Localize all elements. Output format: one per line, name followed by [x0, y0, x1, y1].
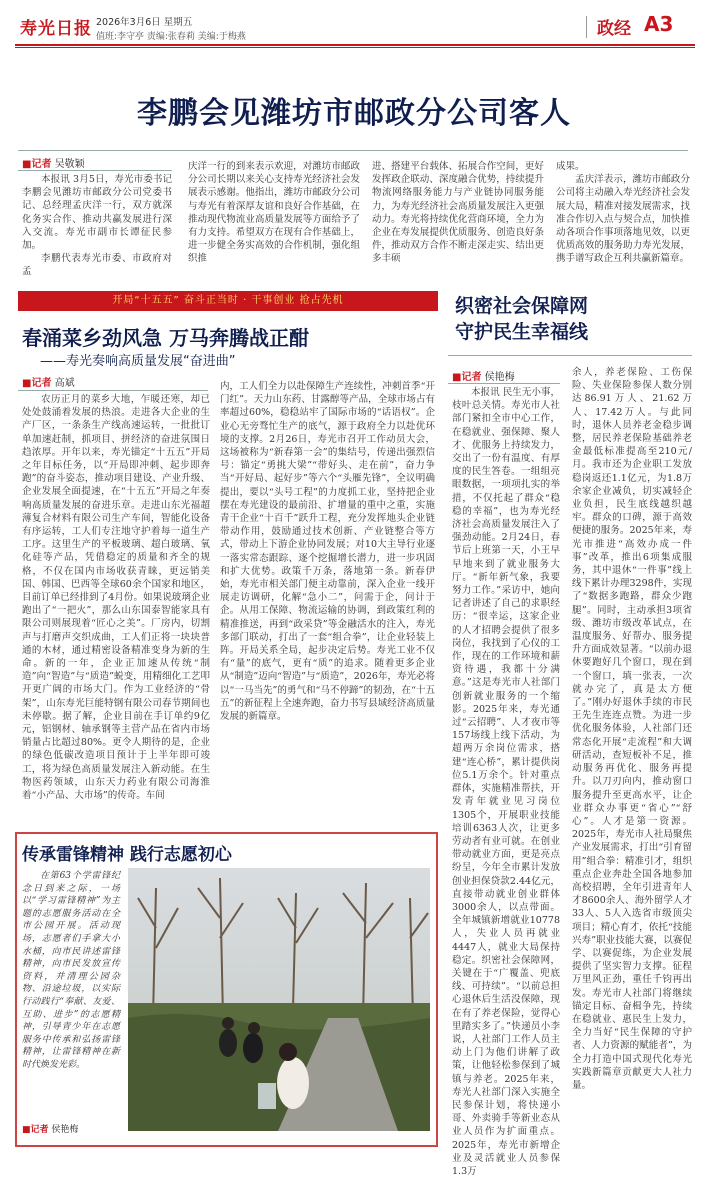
paragraph: 本报讯 民生无小事，枝叶总关情。寿光市人社部门紧扣全市中心工作，在稳就业、强保障、聚人才、优服务上持续发力，交出了一份有温度、有厚度的民生答卷。一组组亮眼数据，一项项扎实的举措，不仅托起了群众“稳稳的幸福”，也为寿光经济社会高质量发展注入了强劲动能。2月24日，春节后上班第一天，小王早早地来到了就业服务大厅。“新年新气象，我要努力工作。”采访中，她向记者讲述了自己的求职经历：“很幸运，这家企业的人才招聘会提供了很多岗位，我找到了心仪的工作，现在的工作环境和薪资待遇，我都十分满意。”这是寿光市人社部门创新就业服务的一个缩影。2025年来，寿光通过“云招聘”、人才夜市等157场线上线下活动，为超两万余岗位需求，搭建“连心桥”，累计提供岗位5.1万余个。针对重点群体，实施精准帮扶，开发青年就业见习岗位1305个，开展职业技能培训6363人次，让更多劳动者有业可就。在创业带动就业方面，更是亮点纷呈，今年全市累计发放创业担保贷款2.44亿元，直接带动就业创业群体3000余人，以点带面。全年城镇新增就业10778人，失业人员再就业4447人，就业大局保持稳定。织密社会保障网，关键在于“广覆盖、兜底线、可持续”。“以前总担心退休后生活没保障，现在有了养老保险，觉得心里踏实多了。”快递员小李说，人社部门工作人员主动上门为他们讲解了政策，让他轻松参保到了城镇与养老。2025年来，寿光人社部门深入实施全民参保计划，将快递小哥、外卖骑手等新业态从业人员作为扩面重点。2025年，寿光市新增企业及灵活就业人员参保1.3万	[452, 387, 560, 1177]
article4-caption-text	[22, 870, 120, 1116]
paragraph: 余人，养老保险、工伤保险、失业保险参保人数分别达86.91万人、21.62万人、17.42万人。与此同时，退休人员养老金稳步调整，居民养老保险基础养老金最低标准提高至210元/月。我市还为企业职工发放稳岗返还1.1亿元，为1.8万余家企业减负，切实减轻企业负担，民生底线越织越牢。群众的口碑，源于高效便捷的服务。2025年来，寿光市推进“高效办成一件事”改革，推出6项集成服务，其中退休“一件事”线上线下累计办理3298件，实现了“数据多跑路，群众少跑腿”。同时，主动承担3项省级、潍坊市级改革试点，在温度服务、好帮办、服务提升方面成效显著。“以前办退休要跑好几个窗口，现在到一个窗口，填一张表，一次就办完了，真是太方便了。”刚办好退休手续的市民王先生连连点赞。为进一步优化服务体验，人社部门还常态化开展“走流程”和大调研活动，查短板补不足，推动服务再优化、服务再提升。以刀刃向内，推动窗口服务提升至更高水平，让企业群众办事更“省心”“舒心”。人才是第一资源。2025年，寿光市人社局聚焦产业发展需求，打出“引育留用”组合拳：精准引才，组织重点企业奔赴全国各地参加高校招聘，全年引进青年人才8600余人、海外留学人才33人、5人入选省市级顶尖项目；精心育才，依托“技能兴寿”职业技能大赛，以赛促学、以赛促练，为企业发展提供了坚实智力支撑。征程万里风正劲，重任千钧再出发。寿光市人社部门将继续锚定目标、奋楫争先，持续在稳就业、惠民生上发力，全力当好“民生保障的守护者、人力资源的赋能者”，为全力打造中国式现代化寿光实践新篇章贡献更大人社力量。	[572, 367, 692, 1091]
header-rule	[15, 44, 695, 46]
article3-column-1	[452, 386, 560, 1177]
paragraph: 庆洋一行的到来表示欢迎，对潍坊市邮政分公司长期以来关心支持寿光经济社会发展表示感谢。他指出，潍坊市邮政分公司与寿光有着深厚友谊和良好合作基础，在推动现代物流业高质量发展等方面给予了有力支持。希望双方在现有合作基础上，进一步健全务实高效的合作机制，强化组织推	[188, 161, 360, 265]
article3-headline	[455, 293, 588, 345]
article1-byline	[22, 155, 85, 170]
headline-line-2: 守护民生幸福线	[455, 321, 589, 343]
byline-label: ■记者	[22, 159, 52, 170]
newspaper-logo: 寿光日报	[20, 19, 92, 39]
paragraph: 李鹏代表寿光市委、市政府对孟	[22, 253, 172, 278]
article1-top-rule	[18, 150, 688, 151]
paragraph: 本报讯 3月5日，寿光市委书记李鹏会见潍坊市邮政分公司党委书记、总经理孟庆洋一行，双方就深化务实合作、推动共赢发展进行深入交流。寿光市副市长谭征民参加。	[22, 174, 172, 252]
volunteer-photo	[128, 868, 430, 1131]
byline-label: ■记者	[22, 1125, 49, 1135]
paragraph: 农历正月的菜乡大地，乍暖还寒，却已处处鼓涌着发展的热浪。走进各大企业的生产厂区，一条条生产线高速运转，一批批订单加速赶制，抓项目、拼经济的奋进氛围日趋浓厚。开年以来，寿光锚定“十五五”开局之年目标任务，以“开局即冲刺、起步即奔跑”的奋斗姿态，推动项目建设、产业升级、企业发展全面提速，在“十五五”开局之年奏响高质量发展的奋进乐章。走进山东光福超薄复合材料有限公司生产车间，智能化设备有序运转，工人们专注地守护着每一道生产工序。这里生产的平板玻璃、超白玻璃、氧化硅等产品，凭借稳定的质量和齐全的规格，不仅在国内市场收获青睐，更远销美国、韩国、巴西等全球60余个国家和地区，目前订单已经排到了4月份。如果说玻璃企业跑出了“一把火”，那么山东国泰智能家具有限公司则展现着“匠心之美”。厂房内，切割声与打磨声交织成曲，工人们正将一块块普通的木材，通过精密设备精准变身为新的生命。新的一年，企业正加速从传统“制造”向“智造”与“质造”蜕变，用精细化工艺叩开更广阔的市场大门。作为工业经济的“骨架”，山东寿光巨能特钢有限公司春节期间也未停歇。据了解，企业目前在手订单约9亿元，铝钢材、轴承钢等主营产品在省内市场销量占比超过80%。更令人期待的是，企业的绿色低碳改造项目预计于上半年即可竣工，将为绿色高质量发展注入新动能。在生物医药领域，山东天力药业有限公司海淮着“小产品、大市场”的传奇。车间	[22, 394, 210, 802]
byline-label: ■记者	[452, 372, 482, 383]
article2-byline-rule	[18, 390, 208, 391]
page-number: A3	[644, 12, 674, 36]
article2-byline	[22, 374, 75, 389]
byline-author: 侯艳梅	[484, 372, 515, 383]
article1-headline: 李鹏会见潍坊市邮政分公司客人	[137, 96, 571, 131]
byline-author: 吴敬颖	[54, 159, 85, 170]
headline-line-1: 织密社会保障网	[455, 295, 589, 317]
paragraph: 进、搭建平台载体、拓展合作空间，更好发挥政企联动、深度融合优势，持续提升物流网络服务能力与产业链协同服务能力，为寿光经济社会高质量发展注入更强动力。寿光将持续优化营商环境，全力为企业在寿发展提供优质服务、创造良好条件，推动双方合作不断走深走实、结出更多丰硕	[372, 161, 544, 265]
article2-column-1	[22, 393, 210, 823]
article1-column-4	[556, 160, 690, 285]
article1-column-2	[188, 160, 360, 285]
section-name: 政经	[597, 19, 631, 39]
header-divider	[586, 16, 587, 38]
article2-subtitle: ——寿光奏响高质量发展“奋进曲”	[40, 354, 236, 369]
paragraph: 在第63个学雷锋纪念日到来之际，一场以“学习雷锋精神”为主题的志愿服务活动在全市公园开展。活动现场，志愿者们手拿大小水桶，向市民讲述雷锋精神，向市民发放宣传资料，并清理公园杂物、沿途垃圾，以实际行动践行“奉献、友爱、互助、进步”的志愿精神，引导青少年在志愿服务中传承和弘扬雷锋精神，让雷锋精神在新时代焕发光彩。	[22, 871, 120, 1070]
header-rule-thin	[15, 47, 695, 48]
paragraph: 内，工人们全力以赴保障生产连续性，冲刺首季“开门红”。天力山东药、甘露醇等产品，全球市场占有率超过60%，稳稳站牢了国际市场的“话语权”。企业心无旁骛忙生产的底气，源于政府全力以赴优环境的支撑。2月26日，寿光市召开工作动员大会，这场被称为“新春第一会”的集结号，传递出强烈信号：锚定“勇挑大梁”“带好头、走在前”，奋力争当“开好局、起好步”等六个“头雁先锋”，全议明确提出，要以“头号工程”的力度抓工业，坚持把企业摆在寿光建设的最前沿、扩增量的重中之重，实施青干企业“十百千”跃升工程，充分发挥地头企业链带动作用，鼓励通过技术创新、产业链整合等方式，带动上下游企业协同发展；对10大主导行业逐一落实常态跟踪、逐个挖掘增长潜力，进一步巩固和扩大优势。政策千万条，落地第一条。新春伊始，寿光市相关部门便主动靠前，深入企业一线开展走访调研，化解“急小二”，问需于企，问计于企。从用工保障、物流运输的协调，到政策红利的精准推送，再到“政采贷”等金融活水的注入，寿光多部门联动，打出了一套“组合拳”，让企业轻装上阵。开局关系全局，起步决定后势。寿光工业不仅有“量”的底气，更有“质”的追求。随着更多企业从“制造”迈向“智造”与“质造”，2026年，寿光必将以“一马当先”的勇气和“马不停蹄”的韧劲，在“十五五”的新征程上全速奔跑，奋力书写县域经济高质量发展的新篇章。	[220, 381, 435, 723]
issue-date: 2026年3月6日 星期五	[96, 17, 193, 28]
byline-author: 高斌	[54, 378, 75, 389]
article4-headline: 传承雷锋精神 践行志愿初心	[22, 845, 232, 865]
article1-byline-rule	[18, 170, 172, 171]
series-banner: 开局“十五五” 奋斗正当时 · 干事创业 抢占先机	[18, 291, 438, 311]
editor-credits: 值班:李守亭 责编:张春莉 美编:于梅燕	[96, 32, 246, 42]
article2-column-2	[220, 380, 435, 823]
byline-label: ■记者	[22, 378, 52, 389]
byline-author: 侯艳梅	[51, 1125, 79, 1135]
article4-byline	[22, 1122, 78, 1135]
article3-column-2	[572, 366, 692, 1143]
article3-byline	[452, 368, 515, 383]
article1-column-3	[372, 160, 544, 285]
article3-top-rule	[448, 355, 692, 356]
paragraph: 孟庆洋表示，潍坊市邮政分公司将主动融入寿光经济社会发展大局，精准对接发展需求，找准合作切入点与契合点，加快推动各项合作事项落地见效，以更优质高效的服务助力寿光发展，携手谱写政企互利共赢新篇章。	[556, 174, 690, 265]
article1-column-1	[22, 173, 172, 285]
article2-headline: 春涌菜乡劲风急 万马奔腾战正酣	[22, 326, 309, 350]
paragraph: 成果。	[556, 161, 585, 172]
article3-byline-rule	[448, 383, 560, 384]
